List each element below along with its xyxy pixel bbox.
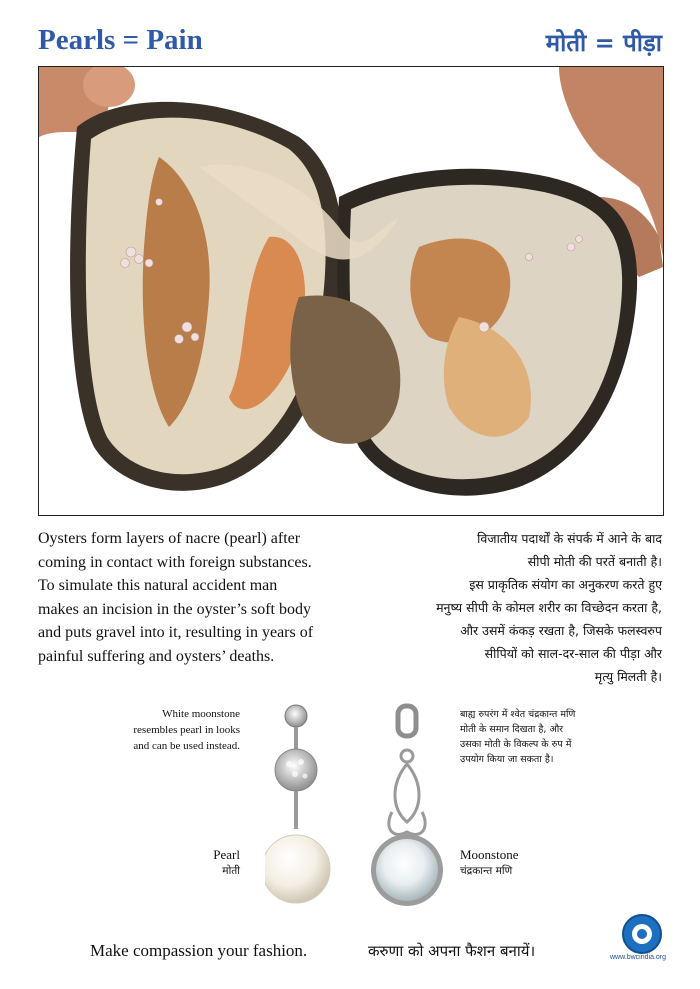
bwc-logo-icon — [622, 914, 662, 954]
description-hindi-line: इस प्राकृतिक संयोग का अनुकरण करते हुए — [469, 577, 662, 592]
moonstone-pendant-image — [362, 702, 452, 912]
moonstone-note-english — [133, 706, 240, 754]
moonstone-note-line: White moonstone — [162, 708, 240, 720]
description-english-line: painful suffering and oysters’ deaths. — [38, 647, 275, 665]
pearl-earring-image — [265, 702, 345, 912]
description-hindi-line: सीपियों को साल-दर-साल की पीड़ा और — [484, 646, 662, 661]
slogan-hindi: करुणा को अपना फैशन बनायें। — [368, 942, 536, 960]
page-title-hindi: मोती = पीड़ा — [545, 29, 662, 57]
moonstone-label-english: Moonstone — [460, 847, 519, 862]
oyster-photo — [38, 66, 664, 516]
moonstone-label-hindi: चंद्रकान्त मणि — [460, 865, 513, 877]
description-hindi-line: और उसमें कंकड़ रखता है, जिसके फलस्वरुप — [460, 623, 662, 638]
description-hindi-line: मृत्यु मिलती है। — [594, 669, 662, 684]
description-english-line: Oysters form layers of nacre (pearl) after — [38, 530, 301, 547]
pearl-label-hindi: मोती — [222, 865, 240, 877]
description-english — [38, 527, 348, 669]
page-title-english: Pearls = Pain — [38, 24, 203, 56]
description-english-line: To simulate this natural accident man — [38, 577, 278, 595]
description-english-line: makes an incision in the oyster’s soft body — [38, 600, 311, 618]
moonstone-note-line: बाह्य रुपरंग में श्वेत चंद्रकान्त मणि — [460, 709, 576, 720]
description-hindi-line: मनुष्य सीपी के कोमल शरीर का विच्छेदन करता है, — [436, 600, 662, 615]
moonstone-note-line: उपयोग किया जा सकता है। — [460, 754, 554, 765]
moonstone-note-line: उसका मोती के विकल्प के रुप में — [460, 739, 572, 750]
slogan-english: Make compassion your fashion. — [90, 941, 308, 960]
moonstone-note-hindi — [460, 707, 575, 767]
moonstone-note-line: and can be used instead. — [133, 740, 240, 752]
description-english-line: coming in contact with foreign substances. — [38, 553, 312, 571]
website-url[interactable]: www.bwcindia.org — [610, 954, 667, 961]
description-hindi — [362, 527, 662, 688]
description-hindi-line: विजातीय पदार्थों के संपर्क में आने के बाद — [477, 531, 662, 546]
description-hindi-line: सीपी मोती की परतें बनाती है। — [527, 554, 662, 569]
moonstone-note-line: मोती के समान दिखता है, और — [460, 724, 564, 735]
moonstone-note-line: resembles pearl in looks — [133, 724, 240, 736]
pearl-label — [213, 846, 240, 880]
moonstone-label — [460, 846, 519, 880]
pearl-label-english: Pearl — [213, 847, 240, 862]
description-english-line: and puts gravel into it, resulting in years of — [38, 624, 314, 642]
